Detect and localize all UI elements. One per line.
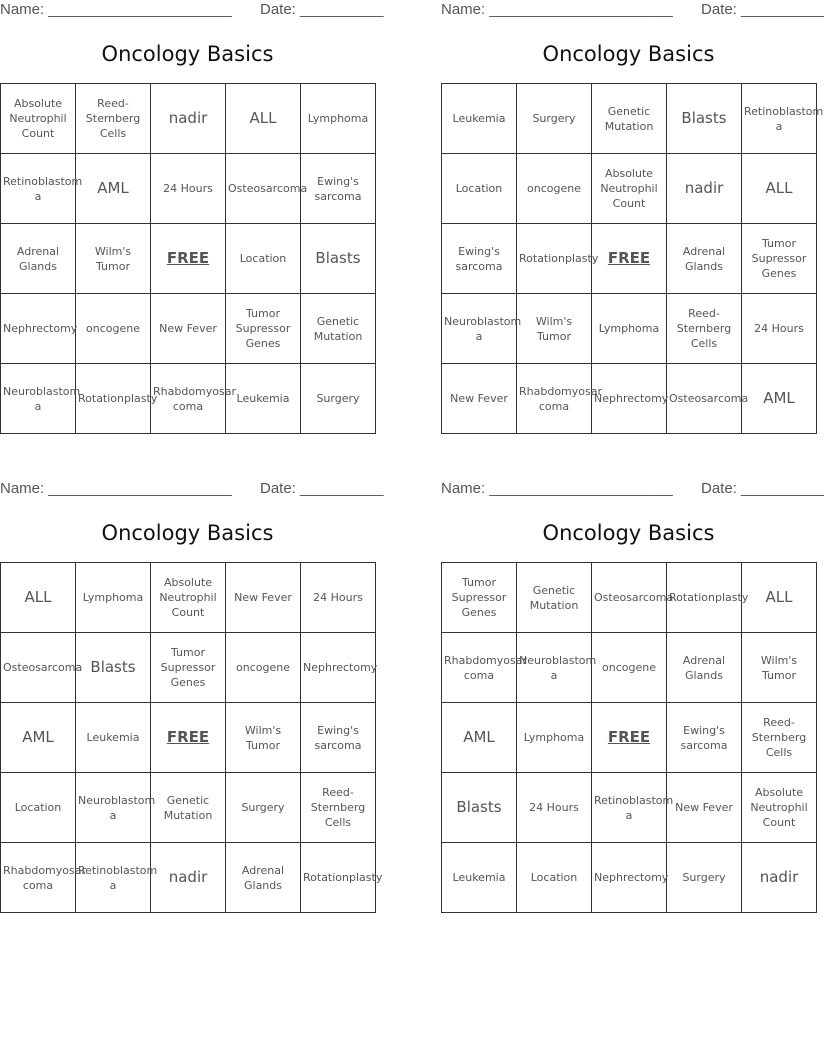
- bingo-cell: Rotationplasty: [517, 224, 592, 294]
- name-field: Name: ______________________: [0, 1, 232, 18]
- bingo-cell: Reed-Sternberg Cells: [667, 294, 742, 364]
- bingo-cell: Neuroblastom a: [442, 294, 517, 364]
- bingo-cell: New Fever: [667, 773, 742, 843]
- bingo-cell: AML: [442, 703, 517, 773]
- bingo-cell: Reed-Sternberg Cells: [742, 703, 817, 773]
- name-field: Name: ______________________: [441, 480, 673, 497]
- bingo-cell: 24 Hours: [517, 773, 592, 843]
- bingo-row: [1, 563, 376, 633]
- bingo-cell: Nephrectomy: [592, 843, 667, 913]
- bingo-cell: oncogene: [592, 633, 667, 703]
- bingo-cell: Reed-Sternberg Cells: [301, 773, 376, 843]
- bingo-row: [442, 703, 817, 773]
- card-title: Oncology Basics: [542, 521, 715, 545]
- bingo-cell: Absolute Neutrophil Count: [151, 563, 226, 633]
- bingo-cell: Absolute Neutrophil Count: [742, 773, 817, 843]
- bingo-row: [442, 563, 817, 633]
- bingo-cell: Lymphoma: [76, 563, 151, 633]
- bingo-cell: Surgery: [226, 773, 301, 843]
- bingo-cell: nadir: [667, 154, 742, 224]
- bingo-cell: Neuroblastom a: [1, 364, 76, 434]
- bingo-row: [1, 364, 376, 434]
- bingo-cell: ALL: [742, 563, 817, 633]
- bingo-cell: New Fever: [226, 563, 301, 633]
- bingo-cell: Neuroblastom a: [76, 773, 151, 843]
- free-space: FREE: [592, 703, 667, 773]
- free-space: FREE: [151, 703, 226, 773]
- bingo-row: [442, 154, 817, 224]
- bingo-cell: Nephrectomy: [1, 294, 76, 364]
- bingo-cell: AML: [742, 364, 817, 434]
- bingo-cell: Lymphoma: [592, 294, 667, 364]
- bingo-row: [1, 294, 376, 364]
- bingo-row: [1, 773, 376, 843]
- name-date-row: [0, 480, 384, 500]
- bingo-cell: Osteosarcoma: [1, 633, 76, 703]
- bingo-cell: Neuroblastom a: [517, 633, 592, 703]
- bingo-cell: Retinoblastom a: [742, 84, 817, 154]
- bingo-cell: Leukemia: [442, 84, 517, 154]
- bingo-cell: Adrenal Glands: [667, 633, 742, 703]
- bingo-cell: 24 Hours: [742, 294, 817, 364]
- bingo-cell: oncogene: [517, 154, 592, 224]
- bingo-cell: oncogene: [226, 633, 301, 703]
- bingo-cell: Rhabdomyosar coma: [151, 364, 226, 434]
- bingo-cell: Tumor Supressor Genes: [226, 294, 301, 364]
- bingo-cell: ALL: [226, 84, 301, 154]
- bingo-cell: Osteosarcoma: [592, 563, 667, 633]
- bingo-row: [442, 843, 817, 913]
- bingo-cell: Location: [1, 773, 76, 843]
- bingo-cell: AML: [76, 154, 151, 224]
- bingo-cell: Ewing's sarcoma: [301, 154, 376, 224]
- date-field: Date: __________: [260, 1, 384, 18]
- bingo-cell: Adrenal Glands: [667, 224, 742, 294]
- bingo-cell: Genetic Mutation: [151, 773, 226, 843]
- bingo-cell: Lymphoma: [301, 84, 376, 154]
- bingo-cell: Ewing's sarcoma: [667, 703, 742, 773]
- card-title: Oncology Basics: [542, 42, 715, 66]
- card-title: Oncology Basics: [101, 521, 274, 545]
- bingo-cell: Adrenal Glands: [1, 224, 76, 294]
- bingo-cell: Osteosarcoma: [226, 154, 301, 224]
- bingo-cell: ALL: [742, 154, 817, 224]
- bingo-card: [0, 0, 384, 440]
- bingo-cell: Retinoblastom a: [76, 843, 151, 913]
- bingo-cell: Surgery: [667, 843, 742, 913]
- bingo-cell: Lymphoma: [517, 703, 592, 773]
- bingo-grid: [0, 83, 376, 434]
- bingo-cell: Blasts: [301, 224, 376, 294]
- bingo-cell: Rhabdomyosar coma: [442, 633, 517, 703]
- bingo-cell: AML: [1, 703, 76, 773]
- bingo-cell: Blasts: [442, 773, 517, 843]
- bingo-cell: Tumor Supressor Genes: [442, 563, 517, 633]
- bingo-cell: Blasts: [76, 633, 151, 703]
- bingo-row: [1, 843, 376, 913]
- bingo-cell: Tumor Supressor Genes: [742, 224, 817, 294]
- bingo-row: [442, 773, 817, 843]
- bingo-cell: Leukemia: [226, 364, 301, 434]
- bingo-row: [442, 364, 817, 434]
- bingo-grid: [0, 562, 383, 913]
- bingo-cell: Tumor Supressor Genes: [151, 633, 226, 703]
- bingo-cell: Rhabdomyosar coma: [517, 364, 592, 434]
- bingo-cell: Retinoblastom a: [592, 773, 667, 843]
- bingo-cell: Nephrectomy: [301, 633, 376, 703]
- bingo-row: [1, 224, 376, 294]
- bingo-cell: Wilm's Tumor: [517, 294, 592, 364]
- name-date-row: [0, 1, 384, 21]
- name-field: Name: ______________________: [441, 1, 673, 18]
- bingo-row: [1, 703, 376, 773]
- bingo-cell: Location: [442, 154, 517, 224]
- bingo-cell: Rotationplasty: [301, 843, 376, 913]
- bingo-card: [441, 479, 824, 919]
- bingo-row: [1, 154, 376, 224]
- bingo-cell: Leukemia: [76, 703, 151, 773]
- bingo-grid: [441, 83, 824, 434]
- bingo-row: [1, 84, 376, 154]
- bingo-cell: Absolute Neutrophil Count: [592, 154, 667, 224]
- bingo-cell: nadir: [742, 843, 817, 913]
- bingo-row: [442, 633, 817, 703]
- bingo-cell: nadir: [151, 84, 226, 154]
- bingo-card: [441, 0, 824, 440]
- bingo-cell: Nephrectomy: [592, 364, 667, 434]
- bingo-cell: ALL: [1, 563, 76, 633]
- bingo-cell: Wilm's Tumor: [226, 703, 301, 773]
- date-field: Date: __________: [260, 480, 384, 497]
- bingo-cell: Osteosarcoma: [667, 364, 742, 434]
- date-field: Date: __________: [701, 480, 824, 497]
- free-space: FREE: [151, 224, 226, 294]
- bingo-cell: Reed-Sternberg Cells: [76, 84, 151, 154]
- free-space: FREE: [592, 224, 667, 294]
- bingo-cell: Genetic Mutation: [301, 294, 376, 364]
- bingo-cell: Leukemia: [442, 843, 517, 913]
- bingo-card: [0, 479, 384, 919]
- date-field: Date: __________: [701, 1, 824, 18]
- bingo-row: [442, 84, 817, 154]
- bingo-cell: Ewing's sarcoma: [301, 703, 376, 773]
- bingo-cell: New Fever: [151, 294, 226, 364]
- bingo-cell: Adrenal Glands: [226, 843, 301, 913]
- bingo-cell: Rhabdomyosar coma: [1, 843, 76, 913]
- bingo-cell: Surgery: [301, 364, 376, 434]
- bingo-cell: Retinoblastom a: [1, 154, 76, 224]
- bingo-cell: Rotationplasty: [667, 563, 742, 633]
- bingo-cell: Absolute Neutrophil Count: [1, 84, 76, 154]
- bingo-cell: Location: [517, 843, 592, 913]
- bingo-cell: 24 Hours: [151, 154, 226, 224]
- bingo-cell: Wilm's Tumor: [742, 633, 817, 703]
- bingo-row: [442, 294, 817, 364]
- bingo-row: [442, 224, 817, 294]
- bingo-cell: Rotationplasty: [76, 364, 151, 434]
- bingo-cell: Ewing's sarcoma: [442, 224, 517, 294]
- name-date-row: [441, 1, 824, 21]
- bingo-cell: Location: [226, 224, 301, 294]
- bingo-grid: [441, 562, 817, 913]
- bingo-cell: Surgery: [517, 84, 592, 154]
- bingo-cell: Wilm's Tumor: [76, 224, 151, 294]
- bingo-cell: New Fever: [442, 364, 517, 434]
- name-date-row: [441, 480, 824, 500]
- bingo-row: [1, 633, 376, 703]
- card-title: Oncology Basics: [101, 42, 274, 66]
- name-field: Name: ______________________: [0, 480, 232, 497]
- bingo-cell: nadir: [151, 843, 226, 913]
- bingo-cell: Genetic Mutation: [592, 84, 667, 154]
- bingo-cell: Genetic Mutation: [517, 563, 592, 633]
- bingo-cell: oncogene: [76, 294, 151, 364]
- bingo-cell: 24 Hours: [301, 563, 376, 633]
- bingo-cell: Blasts: [667, 84, 742, 154]
